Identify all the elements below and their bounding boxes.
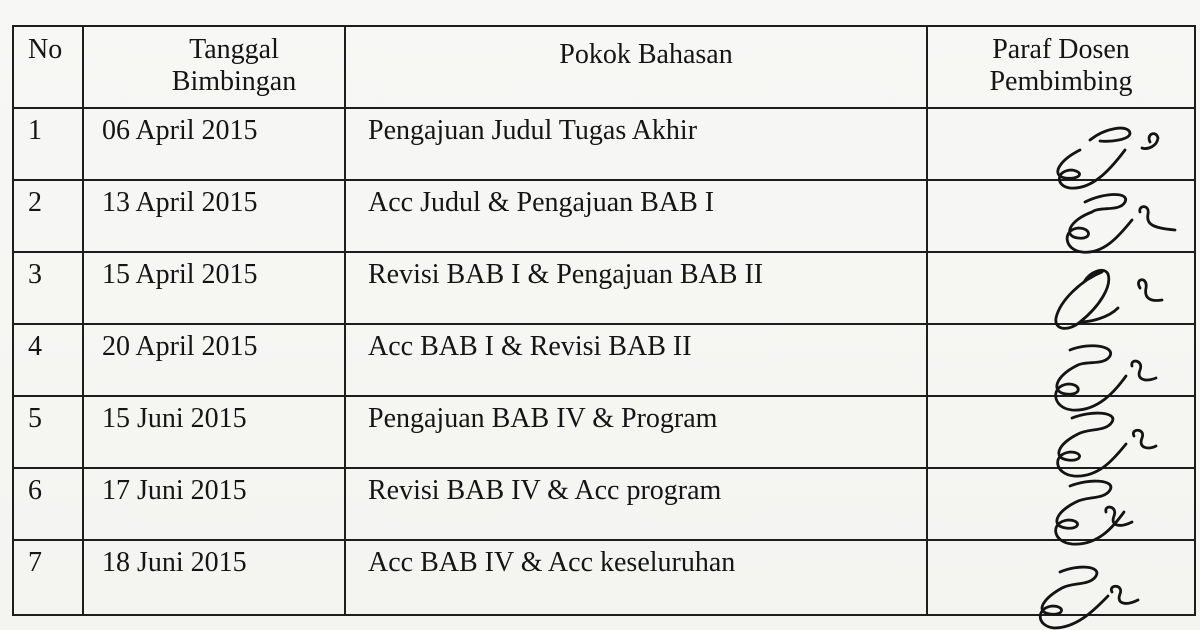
cell-no: 2 xyxy=(13,180,83,252)
table-row xyxy=(13,468,1195,540)
cell-no: 5 xyxy=(13,396,83,468)
table-row xyxy=(13,396,1195,468)
cell-signature xyxy=(927,324,1195,396)
cell-signature xyxy=(927,252,1195,324)
cell-signature xyxy=(927,540,1195,615)
cell-date: 15 April 2015 xyxy=(83,252,345,324)
table-row xyxy=(13,180,1195,252)
cell-signature xyxy=(927,180,1195,252)
cell-date: 15 Juni 2015 xyxy=(83,396,345,468)
cell-date: 20 April 2015 xyxy=(83,324,345,396)
table-row xyxy=(13,324,1195,396)
cell-topic: Revisi BAB I & Pengajuan BAB II xyxy=(345,252,927,324)
header-date-text: Tanggal Bimbingan xyxy=(171,34,297,97)
table-row xyxy=(13,252,1195,324)
header-row xyxy=(13,26,1195,108)
cell-topic: Pengajuan Judul Tugas Akhir xyxy=(345,108,927,180)
guidance-log-table xyxy=(12,25,1196,616)
cell-topic: Acc Judul & Pengajuan BAB I xyxy=(345,180,927,252)
cell-signature xyxy=(927,396,1195,468)
header-signature-text: Paraf Dosen Pembimbing xyxy=(989,34,1133,97)
cell-signature xyxy=(927,108,1195,180)
cell-signature xyxy=(927,468,1195,540)
cell-date: 18 Juni 2015 xyxy=(83,540,345,615)
cell-topic: Acc BAB I & Revisi BAB II xyxy=(345,324,927,396)
cell-no: 1 xyxy=(13,108,83,180)
cell-date: 06 April 2015 xyxy=(83,108,345,180)
cell-topic: Acc BAB IV & Acc keseluruhan xyxy=(345,540,927,615)
cell-no: 7 xyxy=(13,540,83,615)
header-signature xyxy=(927,26,1195,108)
header-topic: Pokok Bahasan xyxy=(345,26,927,108)
cell-date: 13 April 2015 xyxy=(83,180,345,252)
cell-date: 17 Juni 2015 xyxy=(83,468,345,540)
cell-no: 3 xyxy=(13,252,83,324)
cell-topic: Pengajuan BAB IV & Program xyxy=(345,396,927,468)
table-row xyxy=(13,540,1195,615)
cell-no: 6 xyxy=(13,468,83,540)
header-date xyxy=(83,26,345,108)
header-no: No xyxy=(13,26,83,108)
cell-topic: Revisi BAB IV & Acc program xyxy=(345,468,927,540)
table-row xyxy=(13,108,1195,180)
cell-no: 4 xyxy=(13,324,83,396)
